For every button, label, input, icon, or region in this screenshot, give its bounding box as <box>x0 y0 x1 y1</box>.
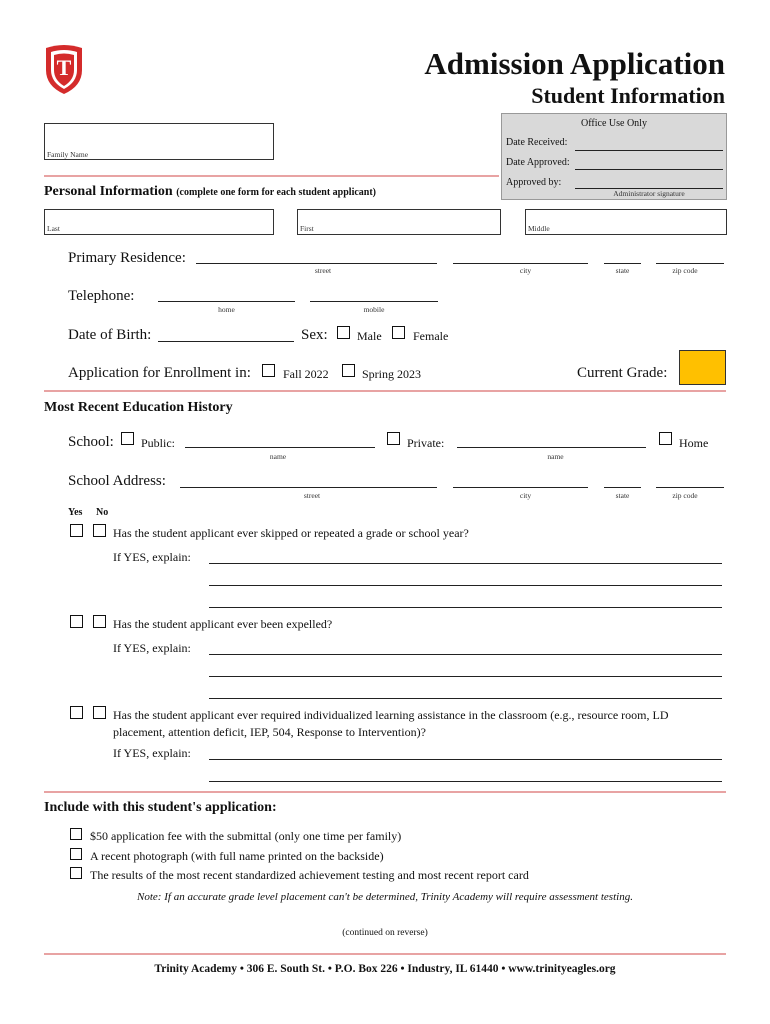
home-label: home <box>218 305 235 314</box>
include-item-checkbox[interactable] <box>70 848 82 860</box>
divider <box>44 791 726 793</box>
q1-yes-checkbox[interactable] <box>70 524 83 537</box>
fall-checkbox[interactable] <box>262 364 275 377</box>
residence-city-field[interactable] <box>453 263 588 264</box>
footer-contact: Trinity Academy • 306 E. South St. • P.O. Box 226 • Industry, IL 61440 • www.trinityeagles.org <box>154 963 616 975</box>
residence-street-field[interactable] <box>196 263 437 264</box>
fall-label: Fall 2022 <box>283 367 329 381</box>
school-state-field[interactable] <box>604 487 641 488</box>
date-approved-field[interactable] <box>575 169 723 170</box>
q2-yes-checkbox[interactable] <box>70 615 83 628</box>
q3-explain-label: If YES, explain: <box>113 746 191 760</box>
school-street-field[interactable] <box>180 487 437 488</box>
home-school-checkbox[interactable] <box>659 432 672 445</box>
first-label: First <box>300 224 314 233</box>
mobile-label: mobile <box>363 305 385 314</box>
telephone-home-field[interactable] <box>158 301 295 302</box>
school-address-label: School Address: <box>68 473 166 489</box>
current-grade-label: Current Grade: <box>577 365 668 381</box>
q2-explain-label: If YES, explain: <box>113 641 191 655</box>
school-street-label: street <box>303 491 321 500</box>
school-logo: T <box>42 44 86 96</box>
zip-label: zip code <box>672 266 698 275</box>
public-label: Public: <box>141 436 176 450</box>
include-item-checkbox[interactable] <box>70 828 82 840</box>
q1-explain-line-2[interactable] <box>209 585 722 586</box>
telephone-mobile-field[interactable] <box>310 301 438 302</box>
no-column-label: No <box>96 507 109 518</box>
first-name-field[interactable] <box>297 209 501 235</box>
q1-explain-line-3[interactable] <box>209 607 722 608</box>
q3-yes-checkbox[interactable] <box>70 706 83 719</box>
include-item: A recent photograph (with full name printed on the backside) <box>90 849 384 863</box>
include-heading: Include with this student's application: <box>44 800 277 815</box>
continued-note: (continued on reverse) <box>342 928 428 938</box>
private-label: Private: <box>407 436 445 450</box>
school-label: School: <box>68 434 114 450</box>
street-label: street <box>314 266 332 275</box>
public-school-name-field[interactable] <box>185 447 375 448</box>
q1-no-checkbox[interactable] <box>93 524 106 537</box>
female-checkbox[interactable] <box>392 326 405 339</box>
date-approved-label: Date Approved: <box>506 157 570 168</box>
private-name-label: name <box>547 452 564 461</box>
city-label: city <box>519 266 532 275</box>
include-item: $50 application fee with the submittal (only one time per family) <box>90 829 402 843</box>
include-item-checkbox[interactable] <box>70 867 82 879</box>
yes-column-label: Yes <box>68 507 83 518</box>
q3-text-line-2: placement, attention deficit, IEP, 504, Response to Intervention)? <box>113 725 426 739</box>
date-received-field[interactable] <box>575 150 723 151</box>
divider <box>44 953 726 955</box>
female-label: Female <box>413 329 449 343</box>
residence-label: Primary Residence: <box>68 250 186 266</box>
date-received-label: Date Received: <box>506 137 568 148</box>
q1-explain-label: If YES, explain: <box>113 550 191 564</box>
q2-text: Has the student applicant ever been expelled? <box>113 617 333 631</box>
q3-text-line-1: Has the student applicant ever required individualized learning assistance in the classroom (e.g., resource room, LD <box>113 708 669 722</box>
education-heading: Most Recent Education History <box>44 400 233 415</box>
school-city-field[interactable] <box>453 487 588 488</box>
divider <box>44 175 499 177</box>
school-state-label: state <box>615 491 630 500</box>
school-city-label: city <box>519 491 532 500</box>
enrollment-label: Application for Enrollment in: <box>68 365 251 381</box>
page-subtitle: Student Information <box>531 83 725 108</box>
q3-explain-line-2[interactable] <box>209 781 722 782</box>
q2-no-checkbox[interactable] <box>93 615 106 628</box>
q1-text: Has the student applicant ever skipped or repeated a grade or school year? <box>113 526 469 540</box>
include-item: The results of the most recent standardized achievement testing and most recent report card <box>90 868 529 882</box>
office-heading: Office Use Only <box>581 118 647 129</box>
sex-label: Sex: <box>301 327 328 343</box>
residence-state-field[interactable] <box>604 263 641 264</box>
q2-explain-line-1[interactable] <box>209 654 722 655</box>
assessment-note: Note: If an accurate grade level placement can't be determined, Trinity Academy will require assessment testing. <box>137 891 633 903</box>
home-school-label: Home <box>679 436 709 450</box>
middle-name-field[interactable] <box>525 209 727 235</box>
q3-no-checkbox[interactable] <box>93 706 106 719</box>
current-grade-field[interactable] <box>679 350 726 385</box>
divider <box>44 390 726 392</box>
spring-checkbox[interactable] <box>342 364 355 377</box>
page-title: Admission Application <box>424 46 725 81</box>
telephone-label: Telephone: <box>68 288 135 304</box>
residence-zip-field[interactable] <box>656 263 724 264</box>
male-checkbox[interactable] <box>337 326 350 339</box>
public-name-label: name <box>269 452 287 461</box>
male-label: Male <box>357 329 382 343</box>
q2-explain-line-3[interactable] <box>209 698 722 699</box>
private-checkbox[interactable] <box>387 432 400 445</box>
dob-label: Date of Birth: <box>68 327 152 343</box>
public-checkbox[interactable] <box>121 432 134 445</box>
middle-label: Middle <box>528 224 550 233</box>
family-name-label: Family Name <box>47 150 89 159</box>
q2-explain-line-2[interactable] <box>209 676 722 677</box>
q3-explain-line-1[interactable] <box>209 759 722 760</box>
approved-by-label: Approved by: <box>506 177 562 188</box>
admin-signature-label: Administrator signature <box>613 189 685 198</box>
school-zip-field[interactable] <box>656 487 724 488</box>
q1-explain-line-1[interactable] <box>209 563 722 564</box>
dob-field[interactable] <box>158 341 294 342</box>
school-zip-label: zip code <box>672 491 698 500</box>
private-school-name-field[interactable] <box>457 447 646 448</box>
state-label: state <box>615 266 630 275</box>
spring-label: Spring 2023 <box>362 367 422 381</box>
personal-info-heading: Personal Information (complete one form for each student applicant) <box>44 184 377 199</box>
last-name-field[interactable] <box>44 209 274 235</box>
last-label: Last <box>47 224 60 233</box>
